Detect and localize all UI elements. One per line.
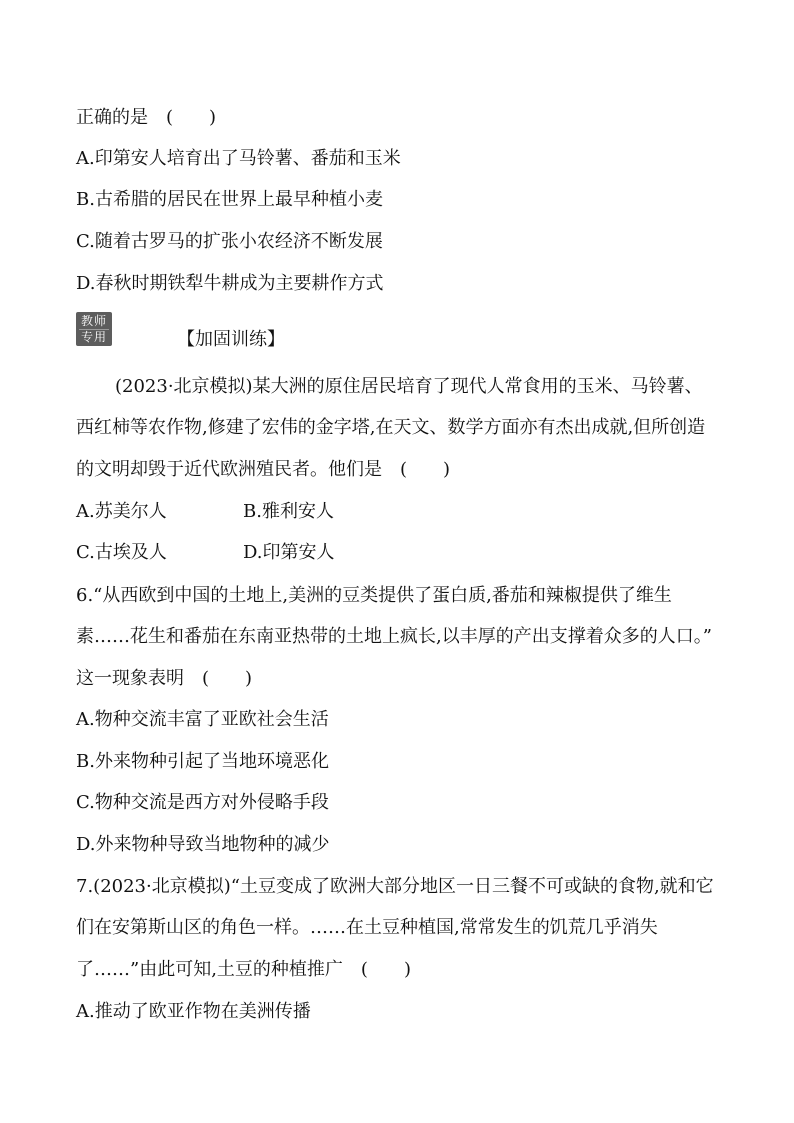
option-b: B.古希腊的居民在世界上最早种植小麦 <box>76 189 383 210</box>
option-d: D.春秋时期铁犁牛耕成为主要耕作方式 <box>76 273 384 294</box>
reinforce-option-b: B.雅利安人 <box>243 501 334 522</box>
q7-stem-line-1: 7.(2023·北京模拟)“土豆变成了欧洲大部分地区一日三餐不可或缺的食物,就和它 <box>76 876 714 897</box>
reinforce-option-d: D.印第安人 <box>243 542 335 563</box>
option-a: A.印第安人培育出了马铃薯、番茄和玉米 <box>76 148 401 169</box>
badge-line-1: 教师 <box>80 314 107 328</box>
reinforce-option-c: C.古埃及人 <box>76 542 167 563</box>
reinforce-option-a: A.苏美尔人 <box>76 501 167 522</box>
reinforce-stem-line-2: 西红柿等农作物,修建了宏伟的金字塔,在天文、数学方面亦有杰出成就,但所创造 <box>76 417 706 438</box>
q6-stem-line-2: 素……花生和番茄在东南亚热带的土地上疯长,以丰厚的产出支撑着众多的人口。” <box>76 626 712 647</box>
q7-option-a: A.推动了欧亚作物在美洲传播 <box>76 1001 311 1022</box>
teacher-only-badge <box>76 312 112 346</box>
q7-stem-line-2: 们在安第斯山区的角色一样。……在土豆种植国,常常发生的饥荒几乎消失 <box>76 917 658 938</box>
reinforce-stem-line-3: 的文明却毁于近代欧洲殖民者。他们是 ( ) <box>76 459 451 480</box>
q6-option-c: C.物种交流是西方对外侵略手段 <box>76 792 329 813</box>
section-title: 【加固训练】 <box>177 329 285 350</box>
reinforce-stem-line-1: (2023·北京模拟)某大洲的原住居民培育了现代人常食用的玉米、马铃薯、 <box>115 376 703 397</box>
badge-line-2: 专用 <box>80 330 107 344</box>
q6-option-b: B.外来物种引起了当地环境恶化 <box>76 751 329 772</box>
q6-stem-line-1: 6.“从西欧到中国的土地上,美洲的豆类提供了蛋白质,番茄和辣椒提供了维生 <box>76 585 672 606</box>
prev-question-stem-tail: 正确的是 ( ) <box>76 107 217 128</box>
q7-stem-line-3: 了……”由此可知,土豆的种植推广 ( ) <box>76 959 411 980</box>
q6-option-d: D.外来物种导致当地物种的减少 <box>76 834 330 855</box>
option-c: C.随着古罗马的扩张小农经济不断发展 <box>76 231 383 252</box>
q6-stem-line-3: 这一现象表明 ( ) <box>76 668 253 689</box>
q6-option-a: A.物种交流丰富了亚欧社会生活 <box>76 709 329 730</box>
